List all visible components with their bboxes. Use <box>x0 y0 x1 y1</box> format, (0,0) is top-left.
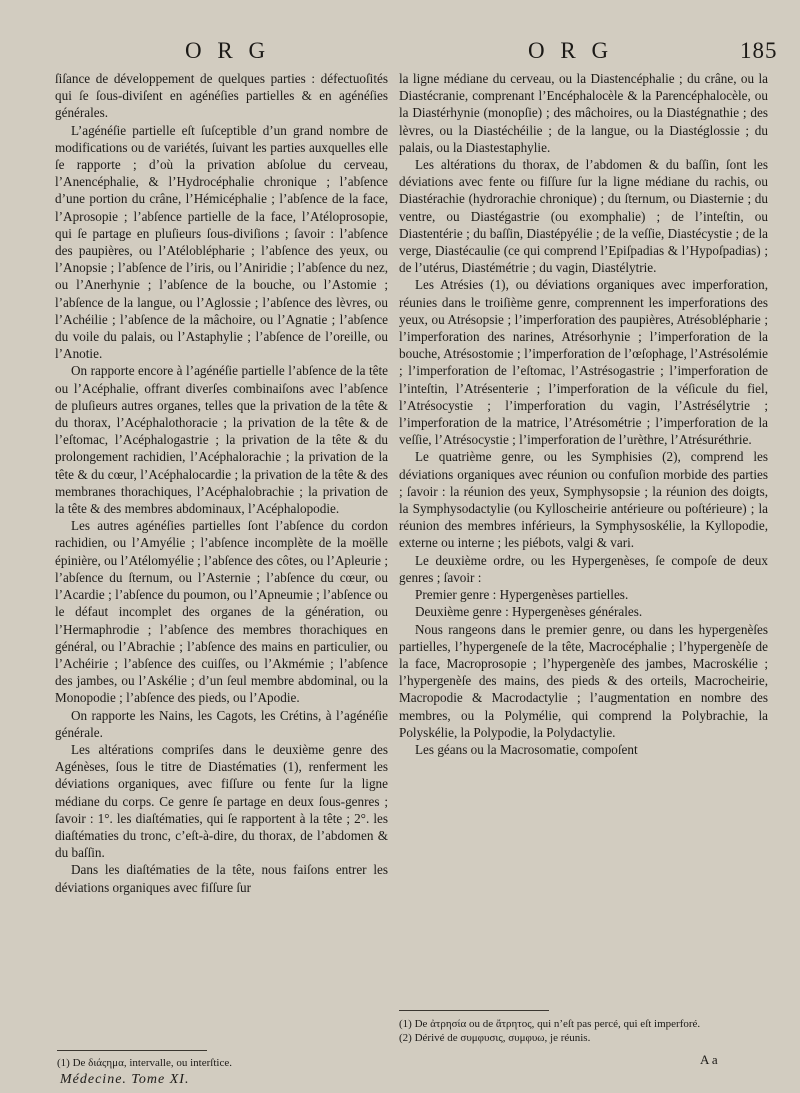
paragraph: la ligne médiane du cerveau, ou la Diastencéphalie ; du crâne, ou la Diastécranie, comprenant l’Encéphalocèle & la Parencéphalocèle, ou la Diastérhynie (monopſie) ; des mâchoires, ou la Diastégnathie ; des lèvres, ou la Diastéchéilie ; de la langue, ou la Diastéglossie ; du palais, ou la Diastestaphylie. <box>399 71 768 155</box>
signature-mark: Médecine. Tome XI. <box>60 1072 190 1087</box>
footnote-left: (1) De διάςημα, intervalle, ou interſtice. <box>57 1057 232 1069</box>
left-column <box>55 70 388 896</box>
paragraph: Les autres agénéſies partielles ſont l’abſence du cordon rachidien, ou l’Amyélie ; l’abſence incomplète de la moëlle épinière, ou l’Atélomyélie ; l’abſence des côtes, ou l’Apleurie ; l’abſence du ſternum, ou l’Asternie ; l’abſence du cœur, ou l’Acardie ; l’abſence du poumon, ou l’Apneumie ; l’abſence ou le défaut incomplet des organes de la génération, ou l’Hermaphrodie ; l’abſence des membres thorachiques en général, ou l’Abrachie ; l’abſence des mains en particulier, ou l’Achéirie ; l’abſence des cuiſſes, ou l’Akmémie ; l’abſence des jambes, ou l’Askélie ; d’un ſeul membre abdominal, ou la Monopodie ; l’abſence des pieds, ou l’Apodie. <box>55 518 388 706</box>
paragraph: ſiſance de développement de quelques parties : défectuoſités qui ſe ſous-diviſent en agénéſies partielles & en agénéſies générales. <box>55 71 388 121</box>
header-left-title: O R G <box>185 38 271 63</box>
paragraph: Les altérations du thorax, de l’abdomen & du baſſin, ſont les déviations avec fente ou fiſſure ſur la ligne médiane du rachis, ou Diastérachie (hydrorachie chronique) ; du ſternum, ou Diasternie ; du ventre, ou Diastégastrie (ou exomphalie) ; de l’inteſtin, ou Diastentérie ; du baſſin, Diastépyélie ; de la veſſie, Diastécystie ; de la verge, Diastécaulie (ce qui comprend l’Epiſpadias & l’Hypoſpadias) ; de l’utérus, Diastémétrie ; du vagin, Diastélytrie. <box>399 157 768 276</box>
page-number: 185 <box>740 38 778 63</box>
paragraph: Nous rangeons dans le premier genre, ou dans les hypergenèſes partielles, l’hypergeneſe de la tête, Macrocéphalie ; l’hypergenèſe de la face, Macroprosopie ; l’hypergenèſe des jambes, Macroskélie ; l’hypergenèſe des mains, des pieds & des orteils, Macrocheirie, Macropodie & Macrodactylie ; l’augmentation en nombre des membres, ou la Polymélie, qui comprend la Polybrachie, la Polyskélie, la Polypodie, la Polydactylie. <box>399 621 768 740</box>
footnote: (2) Dérivé de συμφυσις, συμφυω, je réunis. <box>399 1032 591 1044</box>
paragraph: Le deuxième ordre, ou les Hypergenèses, ſe compoſe de deux genres ; ſavoir : <box>399 552 768 585</box>
footnote-rule <box>399 1010 549 1011</box>
paragraph: Les géans ou la Macrosomatie, compoſent <box>415 741 638 757</box>
running-header <box>0 38 800 68</box>
paragraph: Dans les diaſtématies de la tête, nous faiſons entrer les déviations organiques avec fiſſure ſur <box>55 862 388 895</box>
paragraph: Deuxième genre : Hypergenèses générales. <box>415 604 643 620</box>
catchword: A a <box>700 1052 718 1067</box>
paragraph: Le quatrième genre, ou les Symphisies (2), comprend les déviations organiques avec réunion ou confuſion morbide des parties ; ſavoir : la réunion des yeux, Symphysopsie ; la réunion des doigts, la Symphysodactylie (ou Kylloscheirie antérieure ou poſtérieure) ; la réunion des membres inférieurs, la Symphysoskélie, la Kyllopodie, externe ou interne ; les piébots, valgi & vari. <box>399 449 768 551</box>
right-column <box>399 70 768 758</box>
footnote: (1) De ἀτρησία ou de ἄτρητος, qui n’eſt pas percé, qui eſt imperforé. <box>399 1018 701 1030</box>
paragraph: L’agénéſie partielle eſt ſuſceptible d’un grand nombre de modifications ou de variétés, ſuivant les parties auxquelles elle ſe rapporte ; d’où la privation abſolue du cerveau, l’Anencéphalie, & l’Hydrocéphalie chronique ; l’abſence d’une portion du crâne, l’Hémicéphalie ; l’abſence de la face, l’Aprosopie ; l’abſence partielle de la face, l’Atéloprosopie, qui ſe partage en pluſieurs ſous-diviſions ; ſavoir : l’abſence des paupières, ou l’Atéloblépharie ; l’abſence des yeux, ou l’Anopsie ; l’abſence de l’iris, ou l’Aniridie ; l’abſence du nez, ou l’Anerhynie ; l’abſence de la bouche, ou l’Astomie ; l’abſence de la langue, ou l’Aglossie ; l’abſence des lèvres, ou l’Achéilie ; l’abſence de la mâchoire, ou l’Agnatie ; l’abſence du voile du palais, ou l’Astaphylie ; l’abſence de l’oreille, ou l’Anotie. <box>55 122 388 362</box>
paragraph: On rapporte les Nains, les Cagots, les Crétins, à l’agénéſie générale. <box>55 707 388 740</box>
footnotes-right <box>399 1017 767 1045</box>
paragraph: Les Atrésies (1), ou déviations organiques avec imperforation, réunies dans le troiſième genre, comprennent les imperforations des yeux, ou Atrésopsie ; l’imperforation des paupières, Atrésoblépharie ; l’imperforation des narines, Atrésorhynie ; l’imperforation de la bouche, Atrésostomie ; l’imperforation de l’œſophage, l’Astrésolémie ; l’imperforation de l’eſtomac, l’Astrésogastrie ; l’imperforation de l’inteſtin, l’Atrésenterie ; l’imperforation de la véſicule du fiel, l’Atrésocystie ; l’imperforation du vagin, l’Astrésélytrie ; l’imperforation de la matrice, l’Atrésométrie ; l’imperforation de la veſſie, l’Atrésocystie ; l’imperforation de l’urèthre, l’Atrésuréthrie. <box>399 277 768 448</box>
paragraph: On rapporte encore à l’agénéſie partielle l’abſence de la tête ou l’Acéphalie, offrant diverſes combinaiſons avec l’abſence de pluſieurs autres organes, telles que la privation de la tête & du thorax, l’Acéphalothoracie ; la privation de la tête & de l’eſtomac, l’Acéphalogastrie ; la privation de la tête & du prolongement rachidien, l’Acéphalorachie ; la privation de la tête & du cœur, l’Acéphalocardie ; la privation de la tête & des membranes thorachiques, l’Acéphalobrachie ; la privation de la tête & des membres abdominaux, l’Acéphalopodie. <box>55 363 388 517</box>
paragraph: Les altérations compriſes dans le deuxième genre des Agénèses, ſous le titre de Diastématies (1), renferment les déviations organiques, avec fiſſure ou fente ſur la ligne médiane du corps. Ce genre ſe partage en deux ſous-genres ; ſavoir : 1°. les diaſtématies, qui ſe rapportent à la tête ; 2°. les diaſtématies du tronc, c’eſt-à-dire, du thorax, de l’abdomen & du baſſin. <box>55 741 388 861</box>
paragraph: Premier genre : Hypergenèses partielles. <box>415 587 629 603</box>
header-right-title: O R G <box>528 38 614 63</box>
footnote-rule <box>57 1050 207 1051</box>
